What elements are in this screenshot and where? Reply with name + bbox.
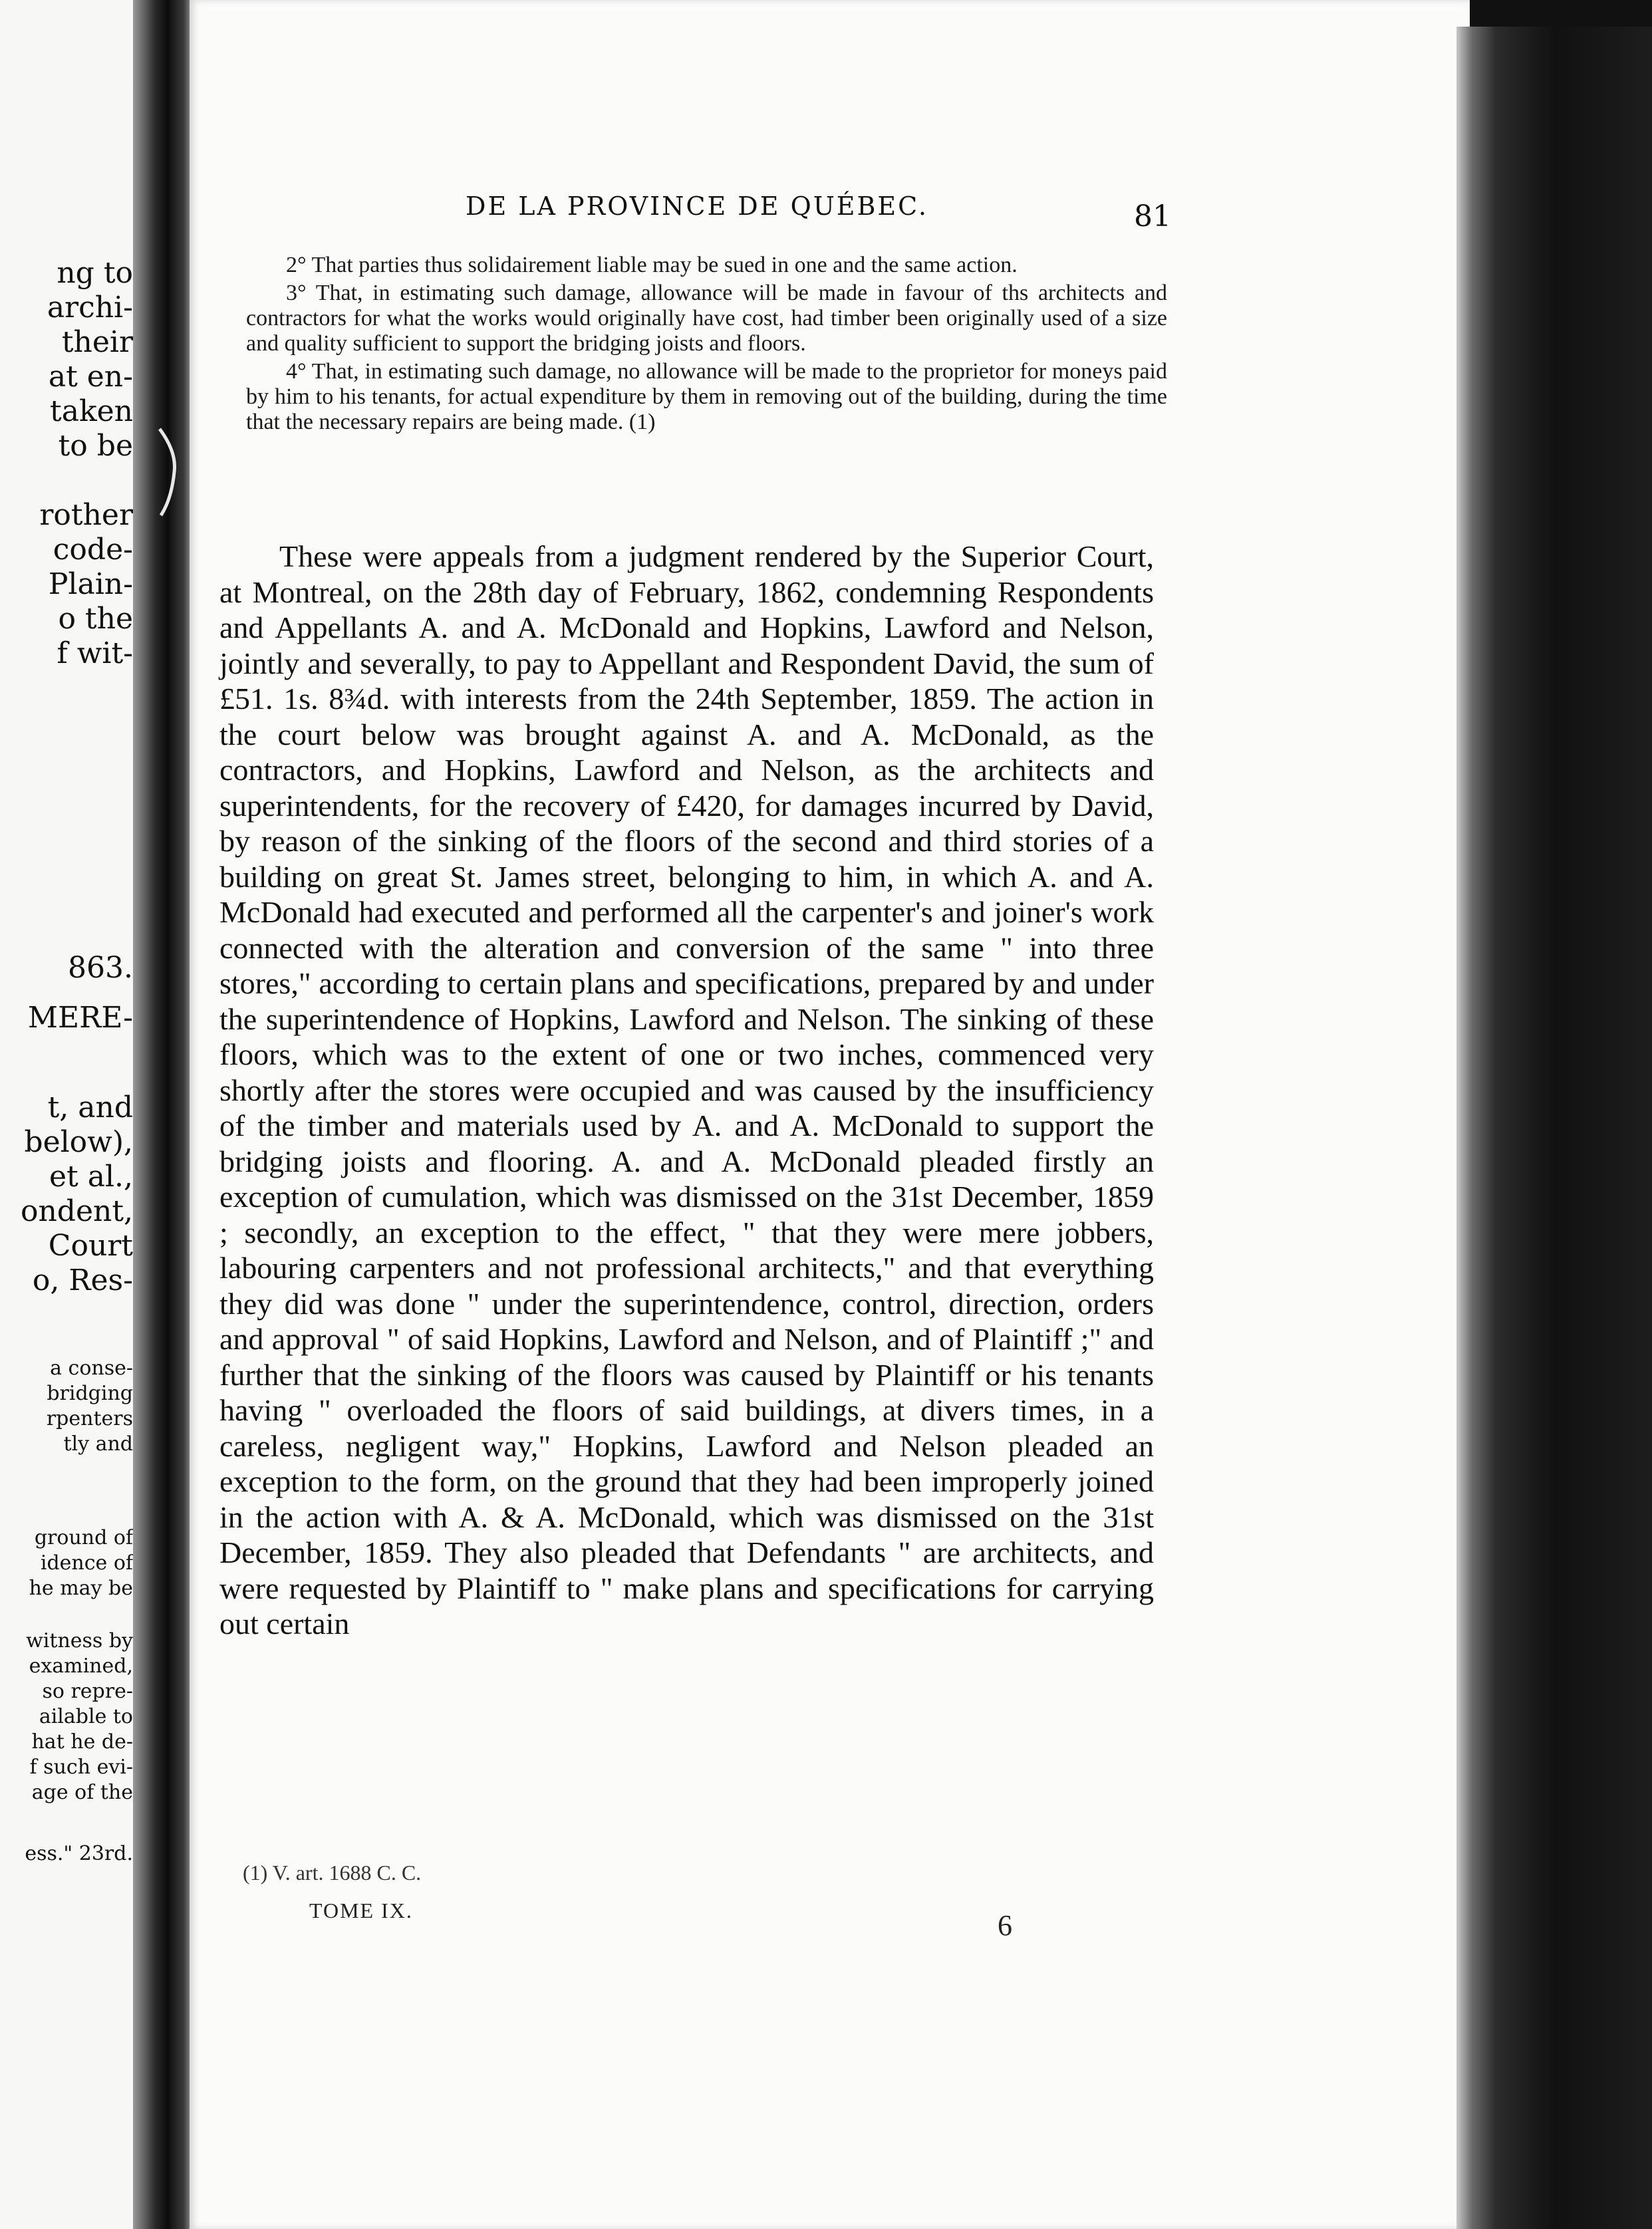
volume-label: TOME IX. <box>309 1899 413 1922</box>
left-page-line: ground of <box>34 1526 133 1549</box>
left-page-line: et al., <box>49 1160 133 1194</box>
left-page-line: archi- <box>47 291 133 325</box>
footnote: (1) V. art. 1688 C. C. <box>243 1861 422 1885</box>
left-page-line: so repre- <box>42 1680 133 1703</box>
left-page-line: rother <box>39 498 133 532</box>
summary-item: 2° That parties thus solidairement liable may be sued in one and the same action. <box>286 253 1018 277</box>
body-paragraph <box>219 539 1154 1642</box>
left-page-line: tly and <box>63 1432 133 1456</box>
left-page-line: rpenters <box>46 1407 133 1430</box>
signature-mark: 6 <box>998 1909 1012 1942</box>
left-page-line: ess." 23rd. <box>25 1842 133 1865</box>
left-page-line: o the <box>58 602 133 636</box>
left-page-line: ondent, <box>20 1194 133 1228</box>
left-page-line: bridging <box>47 1382 133 1405</box>
headnote-summary <box>246 253 1167 438</box>
left-page-line: code- <box>53 533 133 567</box>
left-page-line: f such evi- <box>29 1756 133 1779</box>
left-page-line: at en- <box>48 360 133 394</box>
body-text: These were appeals from a judgment rendered by the Superior Court, at Montreal, on the 28th day of February, 1862, condemning Respondents and Appellants A. and A. McDonald and Hopkins, Lawford and Nelson, jointly and severally, to pay to Appellant and Respondent David, the sum of £51. 1s. 8¾d. with interests from the 24th September, 1859. The action in the court below was brought against A. and A. McDonald, as the contractors, and Hopkins, Lawford and Nelson, as the architects and superintendents, for the recovery of £420, for damages incurred by David, by reason of the sinking of the floors of the second and third stories of a building on great St. James street, belonging to him, in which A. and A. McDonald had executed and performed all the carpenter's and joiner's work connected with the alteration and conversion of the same " into three stores," according to certain plans and specifications, prepared by and under the superintendence of Hopkins, Lawford and Nelson. The sinking of these floors, which was to the extent of one or two inches, commenced very shortly after the stores were occupied and was caused by the insufficiency of the timber and materials used by A. and A. McDonald to support the bridging joists and flooring. A. and A. McDonald pleaded firstly an exception of cumulation, which was dismissed on the 31st December, 1859 ; secondly, an exception to the effect, " that they were mere jobbers, labouring carpenters and not professional architects," and that everything they did was done " under the superintendence, control, direction, orders and approval " of said Hopkins, Lawford and Nelson, and of Plaintiff ;" and further that the sinking of the floors was caused by Plaintiff or his tenants having " overloaded the floors of said buildings, at divers times, in a careless, negligent way," Hopkins, Lawford and Nelson pleaded an exception to the form, on the ground that they had been improperly joined in the action with A. & A. McDonald, which was dismissed on the 31st December, 1859. They also pleaded that Defendants " are architects, and were requested by Plaintiff to " make plans and specifications for carrying out certain <box>219 539 1154 1640</box>
page-block-edge <box>1456 27 1652 2229</box>
left-page-line: age of the <box>31 1781 133 1804</box>
summary-item: 3° That, in estimating such damage, allowance will be made in favour of ths architects and contractors for what the works would originally have cost, had timber been originally used of a size and quality sufficient to support the bridging joists and floors. <box>246 281 1167 356</box>
left-page-line: examined, <box>29 1654 133 1678</box>
left-page-line: o, Res- <box>32 1263 133 1297</box>
left-page-line: to be <box>58 429 133 463</box>
left-page-line: a conse- <box>50 1357 133 1380</box>
running-head: DE LA PROVINCE DE QUÉBEC. <box>466 192 928 221</box>
left-page-line: ailable to <box>39 1705 133 1728</box>
left-page-line: f wit- <box>57 636 133 670</box>
page-number: 81 <box>1134 199 1171 233</box>
left-page-line: t, and <box>47 1091 133 1124</box>
binding-thread-mark <box>154 426 181 519</box>
left-page-line: 863. <box>68 951 133 985</box>
left-page-line: below), <box>24 1125 133 1159</box>
left-page-line: witness by <box>26 1629 133 1652</box>
left-page-line: taken <box>50 394 133 428</box>
facing-page-left <box>0 0 133 2229</box>
summary-item: 4° That, in estimating such damage, no allowance will be made to the proprietor for moneys paid by him to his tenants, for actual expenditure by them in removing out of the building, during the time that the necessary repairs are being made. (1) <box>246 359 1167 434</box>
left-page-line: Plain- <box>48 567 133 601</box>
book-gutter <box>133 0 196 2229</box>
left-page-line: MERE- <box>27 1001 133 1035</box>
left-page-line: hat he de- <box>31 1730 133 1754</box>
left-page-line: their <box>61 325 133 359</box>
left-page-line: ng to <box>57 256 133 290</box>
left-page-line: idence of <box>40 1551 133 1575</box>
left-page-line: he may be <box>29 1577 133 1600</box>
left-page-line: Court <box>48 1229 133 1263</box>
